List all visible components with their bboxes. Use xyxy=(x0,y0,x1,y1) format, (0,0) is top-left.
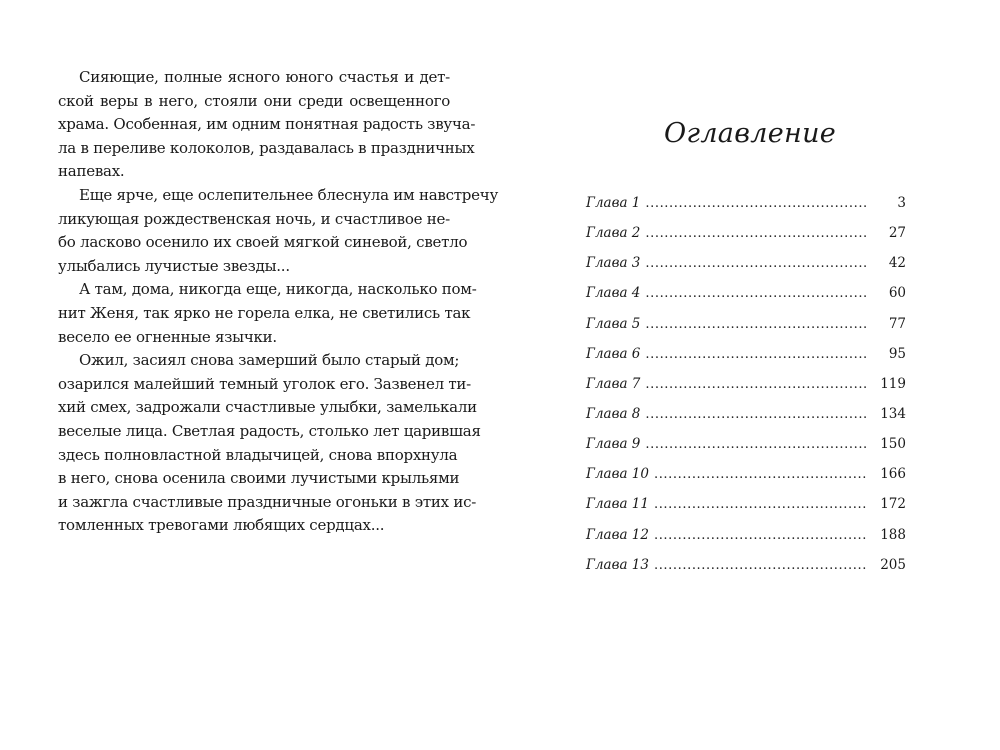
toc-dot-leader xyxy=(645,437,866,452)
toc-page-number: 172 xyxy=(880,496,906,513)
toc-dot-leader xyxy=(645,347,866,362)
story-text xyxy=(58,66,499,538)
toc-entry[interactable] xyxy=(586,285,906,315)
toc-page-number: 134 xyxy=(880,405,906,422)
paragraph xyxy=(58,278,477,349)
text-line: напевах. xyxy=(58,162,125,181)
toc-entry[interactable] xyxy=(586,557,906,587)
toc-page-number: 166 xyxy=(880,466,906,483)
toc-entry[interactable] xyxy=(586,496,906,526)
toc-page-number: 60 xyxy=(888,285,906,302)
toc-chapter-label: Глава 11 xyxy=(586,496,649,513)
text-line: здесь полновластной владычицей, снова впорхнула xyxy=(58,445,458,464)
text-line: Ожил, засиял снова замерший было старый дом; xyxy=(79,351,460,370)
toc-dot-leader xyxy=(654,497,866,512)
toc-chapter-label: Глава 7 xyxy=(586,375,641,392)
toc-page-number: 119 xyxy=(880,375,906,392)
text-line: в него, снова осенила своими лучистыми крыльями xyxy=(58,469,460,488)
text-line: озарился малейший темный уголок его. Зазвенел ти- xyxy=(58,374,471,393)
text-line: ской веры в него, стояли они среди освещенного xyxy=(58,91,450,110)
paragraph xyxy=(58,349,481,538)
toc-page-number: 77 xyxy=(888,315,906,332)
toc-page-number: 205 xyxy=(880,556,906,573)
text-line: томленных тревогами любящих сердцах... xyxy=(58,516,385,535)
toc-chapter-label: Глава 6 xyxy=(586,345,641,362)
toc-chapter-label: Глава 4 xyxy=(586,285,641,302)
text-line: весело ее огненные язычки. xyxy=(58,327,277,346)
toc-entry[interactable] xyxy=(586,527,906,557)
toc-entry[interactable] xyxy=(586,346,906,376)
toc-title: Оглавление xyxy=(663,118,837,149)
toc-entry[interactable] xyxy=(586,316,906,346)
toc-dot-leader xyxy=(645,256,866,271)
text-line: ла в переливе колоколов, раздавалась в праздничных xyxy=(58,138,475,157)
toc-dot-leader xyxy=(645,377,866,392)
table-of-contents xyxy=(586,195,906,587)
toc-chapter-label: Глава 13 xyxy=(586,556,649,573)
toc-entry[interactable] xyxy=(586,466,906,496)
text-line: веселые лица. Светлая радость, столько лет царившая xyxy=(58,421,481,440)
text-line: улыбались лучистые звезды... xyxy=(58,256,290,275)
text-line: Еще ярче, еще ослепительнее блеснула им навстречу xyxy=(79,185,499,204)
toc-chapter-label: Глава 10 xyxy=(586,466,649,483)
toc-dot-leader xyxy=(654,467,866,482)
toc-dot-leader xyxy=(645,286,866,301)
toc-page-number: 3 xyxy=(897,195,906,211)
toc-chapter-label: Глава 1 xyxy=(586,195,641,211)
text-line: храма. Особенная, им одним понятная радость звуча- xyxy=(58,115,476,134)
toc-chapter-label: Глава 8 xyxy=(586,405,641,422)
toc-entry[interactable] xyxy=(586,436,906,466)
toc-dot-leader xyxy=(645,317,866,332)
text-line: ликующая рождественская ночь, и счастливое не- xyxy=(58,209,450,228)
toc-entry[interactable] xyxy=(586,376,906,406)
toc-page-number: 27 xyxy=(888,225,906,242)
toc-chapter-label: Глава 2 xyxy=(586,225,641,242)
toc-entry[interactable] xyxy=(586,255,906,285)
text-line: бо ласково осенило их своей мягкой синевой, светло xyxy=(58,233,468,252)
toc-chapter-label: Глава 5 xyxy=(586,315,641,332)
toc-chapter-label: Глава 12 xyxy=(586,526,649,543)
right-page xyxy=(500,0,1000,750)
paragraph xyxy=(58,184,499,278)
paragraph xyxy=(58,66,476,184)
toc-dot-leader xyxy=(645,196,866,211)
toc-dot-leader xyxy=(654,528,866,543)
text-line: А там, дома, никогда еще, никогда, насколько пом- xyxy=(79,280,477,299)
toc-chapter-label: Глава 9 xyxy=(586,436,641,453)
toc-dot-leader xyxy=(645,407,866,422)
toc-page-number: 95 xyxy=(888,345,906,362)
toc-entry[interactable] xyxy=(586,406,906,436)
toc-page-number: 188 xyxy=(880,526,906,543)
text-line: и зажгла счастливые праздничные огоньки в этих ис- xyxy=(58,492,477,511)
toc-entry[interactable] xyxy=(586,195,906,225)
toc-dot-leader xyxy=(645,226,866,241)
toc-chapter-label: Глава 3 xyxy=(586,255,641,272)
toc-page-number: 150 xyxy=(880,436,906,453)
text-line: хий смех, задрожали счастливые улыбки, замелькали xyxy=(58,398,477,417)
text-line: нит Женя, так ярко не горела елка, не светились так xyxy=(58,303,471,322)
toc-page-number: 42 xyxy=(888,255,906,272)
toc-entry[interactable] xyxy=(586,225,906,255)
text-line: Сияющие, полные ясного юного счастья и дет- xyxy=(79,68,450,86)
toc-dot-leader xyxy=(654,558,866,573)
